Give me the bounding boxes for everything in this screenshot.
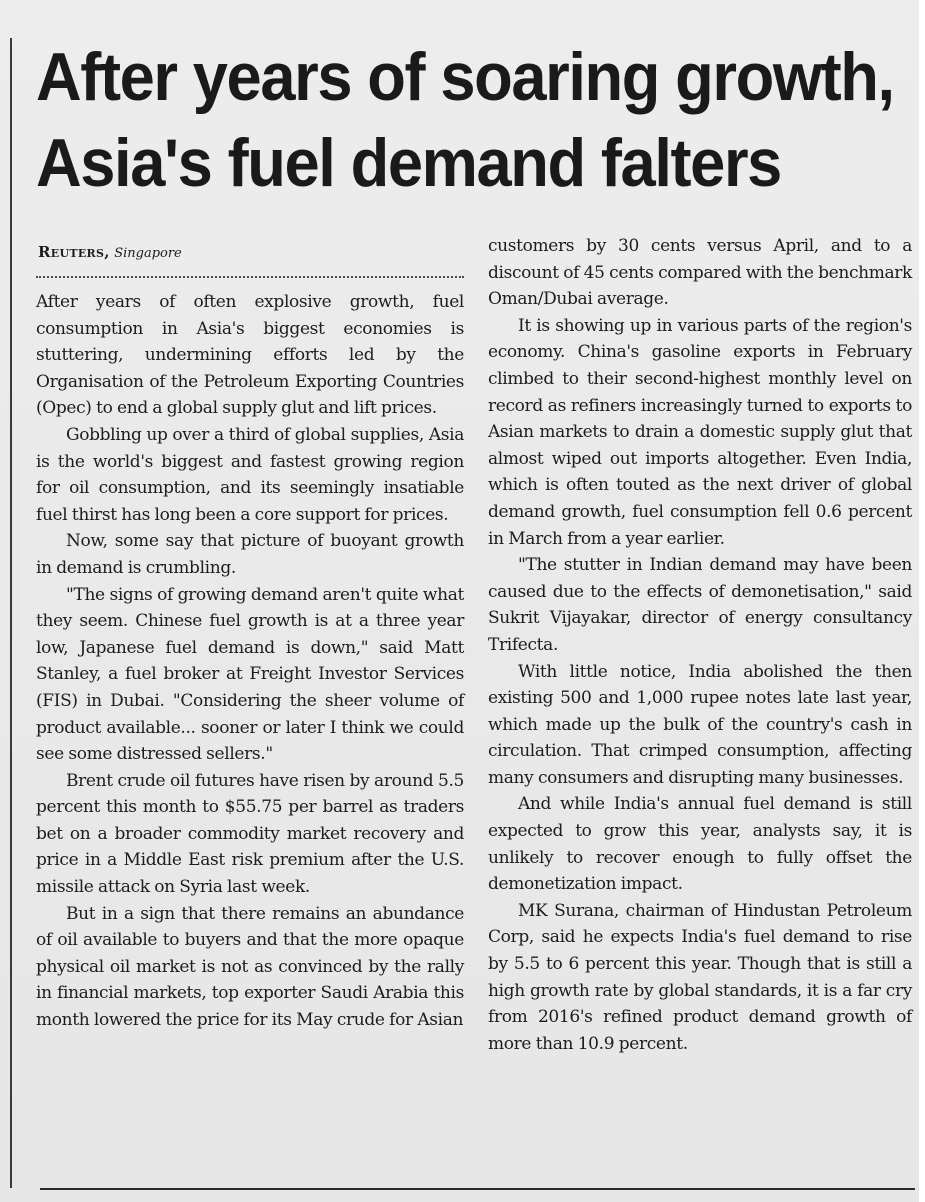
headline-line-1: After years of soaring growth, [36, 39, 894, 115]
byline-dotted-rule [36, 276, 464, 278]
article-column-left [36, 289, 464, 1034]
article-paragraph: "The signs of growing demand aren't quite what they seem. Chinese fuel growth is at a three year low, Japanese fuel demand is down," said Matt Stanley, a fuel broker at Freight Investor Services (FIS) in Dubai. "Considering the sheer volume of product available... sooner or later I think we could see some distressed sellers." [36, 584, 464, 765]
left-column-rule [10, 38, 12, 1188]
scan-edge [919, 0, 925, 1202]
article-paragraph: MK Surana, chairman of Hindustan Petroleum Corp, said he expects India's fuel demand to rise by 5.5 to 6 percent this year. Though that is still a high growth rate by global standards, it is a far cry from 2016's refined product demand growth of more than 10.9 percent. [488, 900, 912, 1054]
article-paragraph: It is showing up in various parts of the region's economy. China's gasoline exports in February climbed to their second-highest monthly level on record as refiners increasingly turned to exports to Asian markets to drain a domestic supply glut that almost wiped out imports altogether. Even India, which is often touted as the next driver of global demand growth, fuel consumption fell 0.6 percent in March from a year earlier. [488, 315, 912, 549]
byline-agency: Reuters, [38, 243, 110, 261]
article-paragraph: Now, some say that picture of buoyant growth in demand is crumbling. [36, 531, 464, 578]
article-paragraph: After years of often explosive growth, fuel consumption in Asia's biggest economies is stuttering, undermining efforts led by the Organisation of the Petroleum Exporting Countries (Opec) to end a global supply glut and lift prices. [36, 292, 464, 419]
article-paragraph: And while India's annual fuel demand is still expected to grow this year, analysts say, it is unlikely to recover enough to fully offset the demonetization impact. [488, 794, 912, 895]
headline-line-2: Asia's fuel demand falters [36, 125, 781, 201]
article-paragraph: With little notice, India abolished the then existing 500 and 1,000 rupee notes late last year, which made up the bulk of the country's cash in circulation. That crimped consumption, affecting many consumers and disrupting many businesses. [488, 661, 912, 788]
article-paragraph: Gobbling up over a third of global supplies, Asia is the world's biggest and fastest growing region for oil consumption, and its seemingly insatiable fuel thirst has long been a core support for prices. [36, 424, 464, 525]
bottom-rule [40, 1188, 915, 1190]
article-column-right [488, 233, 912, 1057]
article-paragraph: "The stutter in Indian demand may have been caused due to the effects of demonetisation," said Sukrit Vijayakar, director of energy consultancy Trifecta. [488, 555, 912, 655]
article-paragraph: customers by 30 cents versus April, and to a discount of 45 cents compared with the benchmark Oman/Dubai average. [488, 236, 912, 310]
headline [36, 34, 894, 206]
byline-dateline: Singapore [114, 246, 182, 261]
byline [38, 243, 182, 261]
article-paragraph: But in a sign that there remains an abundance of oil available to buyers and that the more opaque physical oil market is not as convinced by the rally in financial markets, top exporter Saudi Arabia this month lowered the price for its May crude for Asian [36, 903, 464, 1031]
article-paragraph: Brent crude oil futures have risen by around 5.5 percent this month to $55.75 per barrel as traders bet on a broader commodity market recovery and price in a Middle East risk premium after the U.S. missile attack on Syria last week. [36, 770, 464, 898]
